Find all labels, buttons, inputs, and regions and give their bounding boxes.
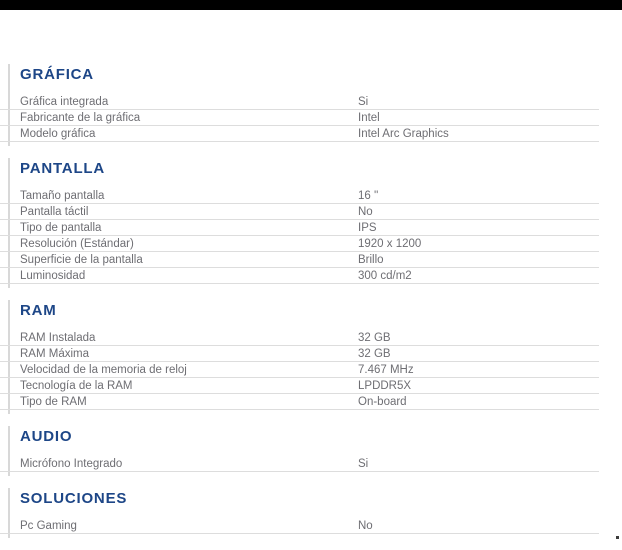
spec-row bbox=[0, 126, 599, 142]
spec-value: LPDDR5X bbox=[358, 380, 412, 392]
spec-value: On-board bbox=[358, 396, 407, 408]
spec-row bbox=[0, 362, 599, 378]
spec-label: RAM Instalada bbox=[20, 332, 96, 344]
section-ram bbox=[0, 300, 599, 414]
section-title-ram: RAM bbox=[20, 302, 57, 319]
spec-row bbox=[0, 94, 599, 110]
spec-label: Superficie de la pantalla bbox=[20, 254, 143, 266]
spec-label: Fabricante de la gráfica bbox=[20, 112, 141, 124]
spec-row bbox=[0, 188, 599, 204]
spec-label: Tipo de pantalla bbox=[20, 222, 102, 234]
spec-row bbox=[0, 236, 599, 252]
section-soluciones bbox=[0, 488, 599, 538]
spec-label: Gráfica integrada bbox=[20, 96, 109, 108]
spec-label: Tipo de RAM bbox=[20, 396, 87, 408]
spec-list bbox=[0, 64, 599, 550]
spec-row bbox=[0, 268, 599, 284]
section-pantalla bbox=[0, 158, 599, 288]
spec-label: Velocidad de la memoria de reloj bbox=[20, 364, 187, 376]
spec-row bbox=[0, 330, 599, 346]
spec-row bbox=[0, 456, 599, 472]
spec-value: 7.467 MHz bbox=[358, 364, 414, 376]
spec-value: No bbox=[358, 206, 373, 218]
spec-label: Micrófono Integrado bbox=[20, 458, 123, 470]
top-bar bbox=[0, 0, 622, 10]
section-audio bbox=[0, 426, 599, 476]
spec-value: Si bbox=[358, 96, 369, 108]
spec-label: Tecnología de la RAM bbox=[20, 380, 133, 392]
spec-value: Intel Arc Graphics bbox=[358, 128, 449, 140]
section-title-grafica: GRÁFICA bbox=[20, 66, 94, 83]
spec-value: Brillo bbox=[358, 254, 384, 266]
section-grafica bbox=[0, 64, 599, 146]
spec-row bbox=[0, 252, 599, 268]
spec-row bbox=[0, 346, 599, 362]
spec-label: Pc Gaming bbox=[20, 520, 77, 532]
section-title-audio: AUDIO bbox=[20, 428, 73, 445]
spec-label: RAM Máxima bbox=[20, 348, 90, 360]
spec-row bbox=[0, 220, 599, 236]
section-title-pantalla: PANTALLA bbox=[20, 160, 105, 177]
section-title-soluciones: SOLUCIONES bbox=[20, 490, 128, 507]
spec-row bbox=[0, 110, 599, 126]
spec-value: Intel bbox=[358, 112, 380, 124]
spec-value: IPS bbox=[358, 222, 377, 234]
spec-row bbox=[0, 204, 599, 220]
spec-value: 32 GB bbox=[358, 348, 391, 360]
spec-row bbox=[0, 518, 599, 534]
spec-label: Pantalla táctil bbox=[20, 206, 89, 218]
spec-row bbox=[0, 378, 599, 394]
spec-value: 1920 x 1200 bbox=[358, 238, 422, 250]
spec-label: Luminosidad bbox=[20, 270, 86, 282]
spec-label: Modelo gráfica bbox=[20, 128, 96, 140]
spec-value: 300 cd/m2 bbox=[358, 270, 412, 282]
spec-label: Tamaño pantalla bbox=[20, 190, 105, 202]
spec-value: Si bbox=[358, 458, 369, 470]
spec-row bbox=[0, 394, 599, 410]
spec-label: Resolución (Estándar) bbox=[20, 238, 134, 250]
spec-value: 16 '' bbox=[358, 190, 379, 202]
corner-dot bbox=[616, 536, 619, 539]
spec-value: No bbox=[358, 520, 373, 532]
spec-value: 32 GB bbox=[358, 332, 391, 344]
